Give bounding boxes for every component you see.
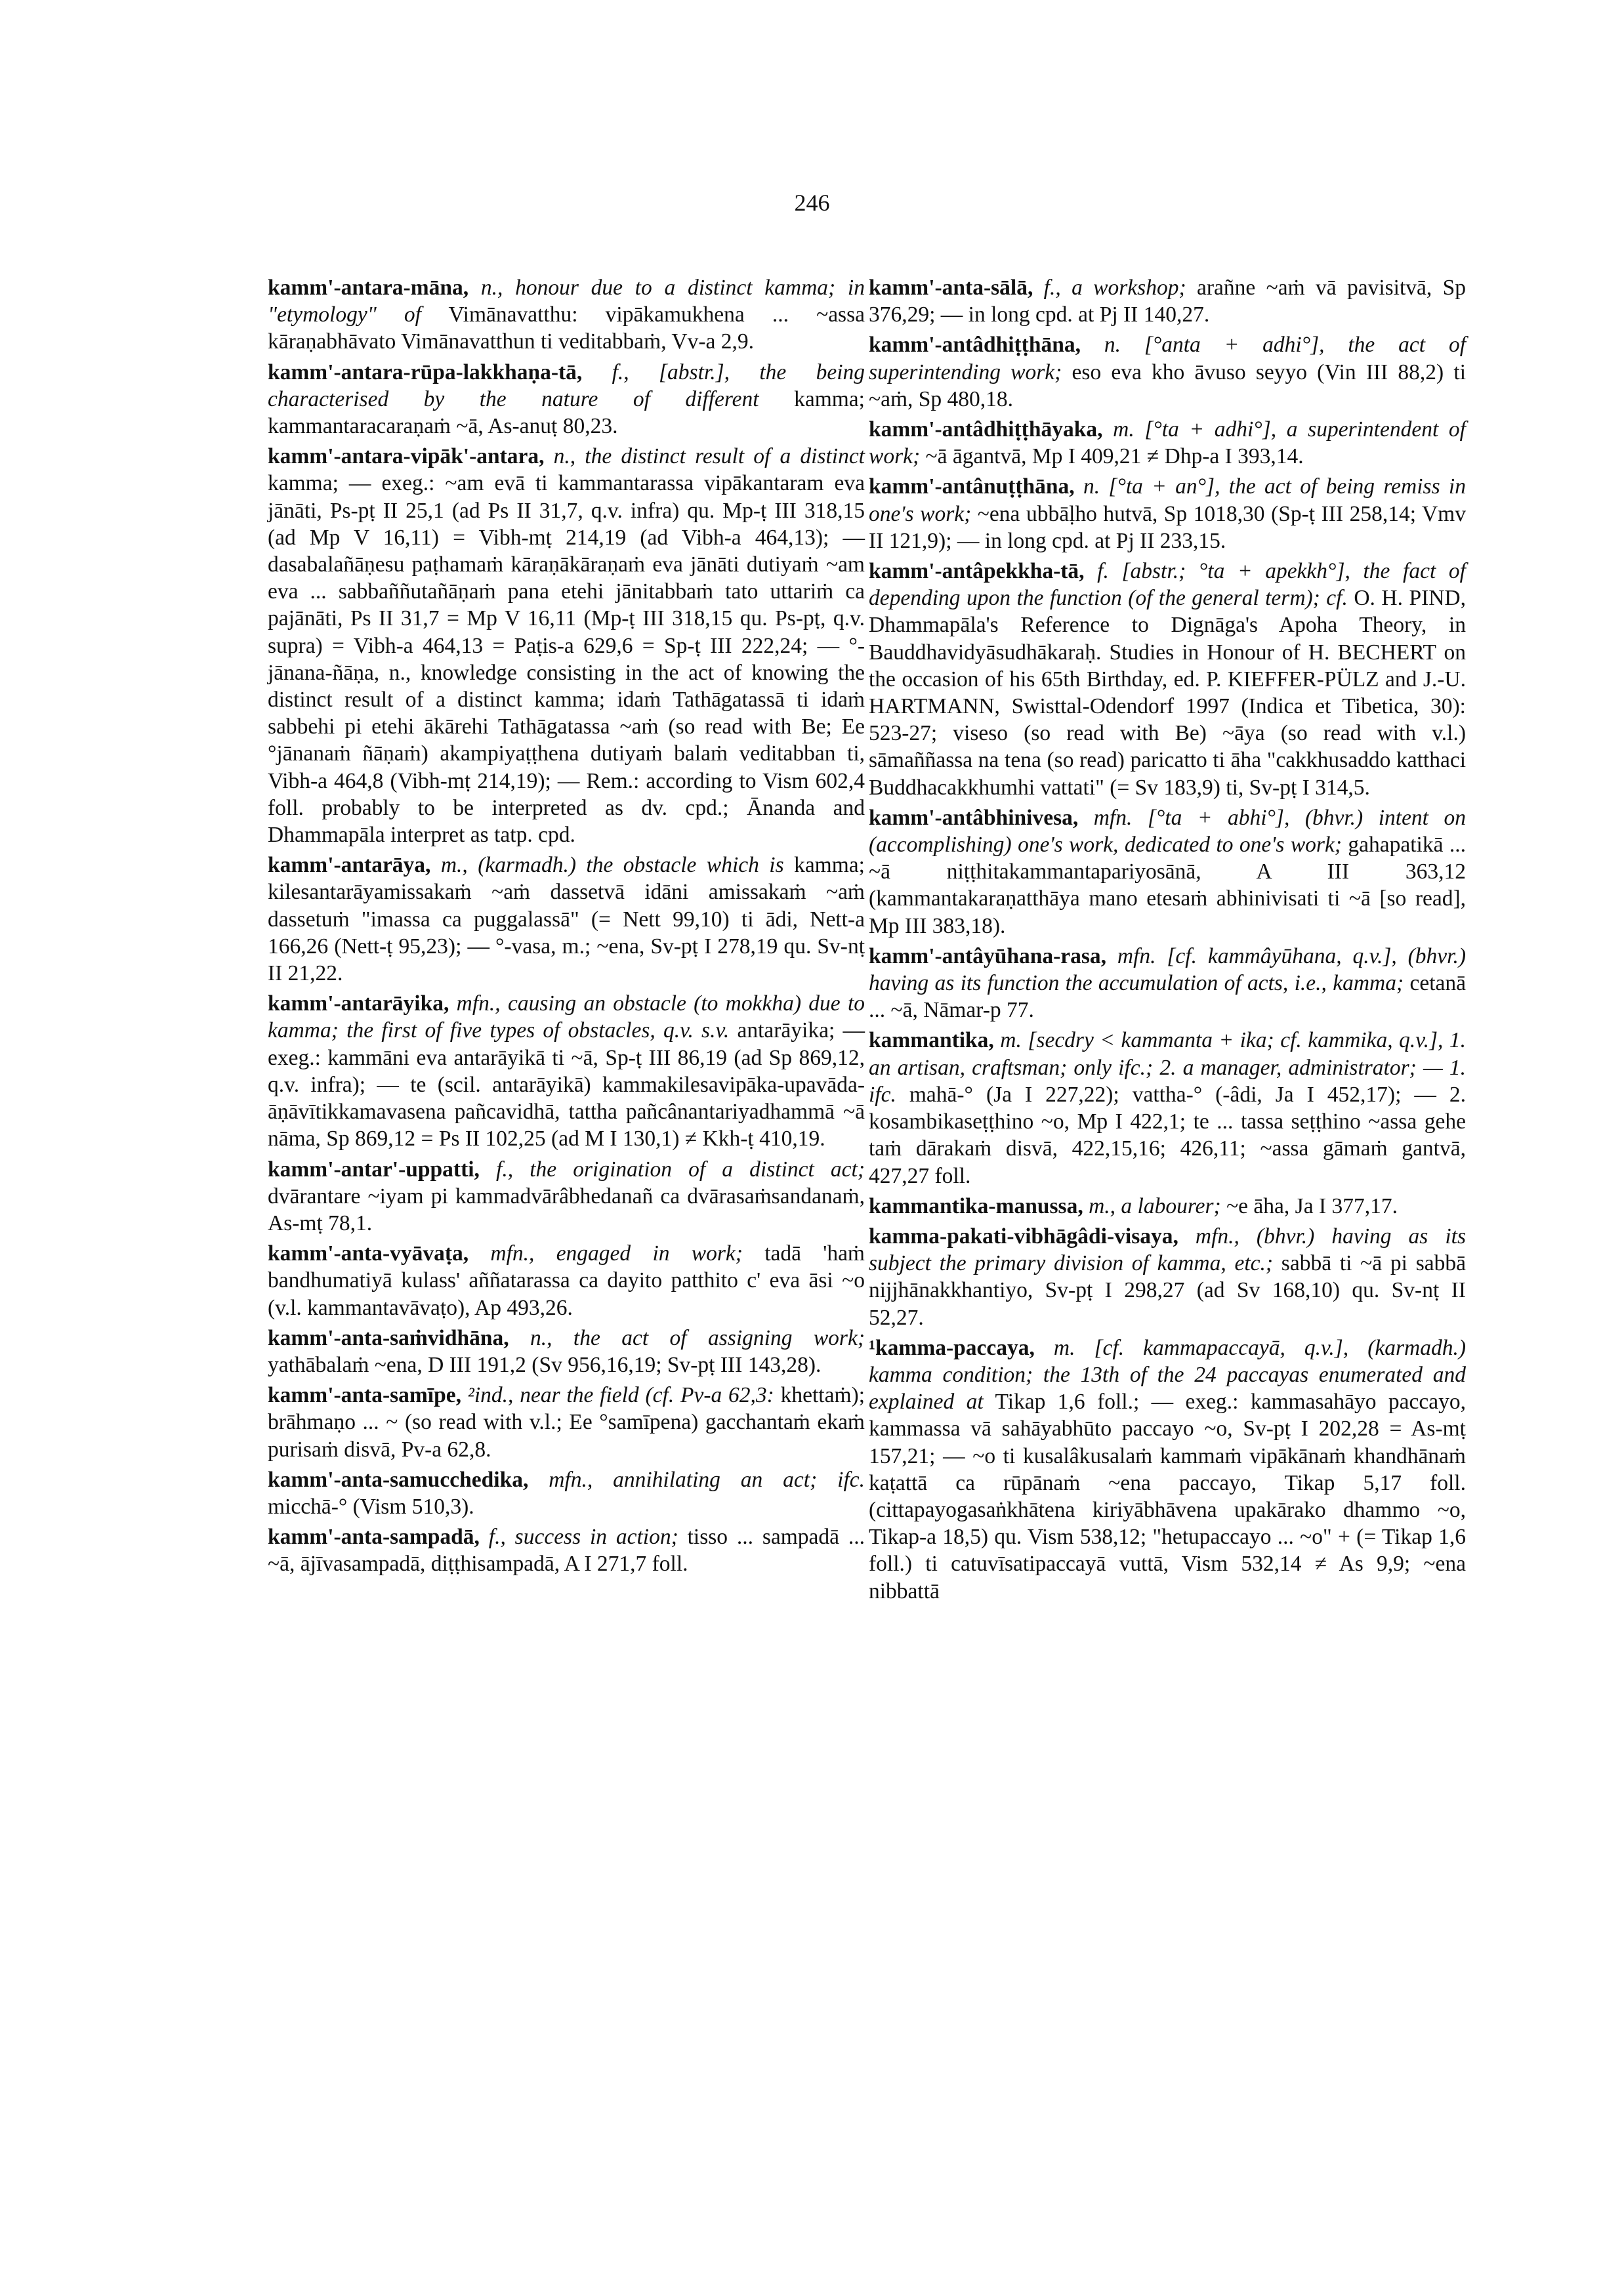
- definition: n., honour due to a distinct kamma; in "etymology" of: [268, 276, 865, 327]
- headword: kamm'-antâpekkha-tā,: [869, 559, 1085, 584]
- headword: kamm'-antâdhiṭṭhāyaka,: [869, 417, 1103, 442]
- dictionary-entry: [268, 274, 865, 356]
- definition: f., success in action;: [479, 1525, 678, 1550]
- entry-body: eso eva kho āvuso seyyo (Vin III 88,2) ti ~aṁ, Sp 480,18.: [869, 360, 1467, 411]
- dictionary-entry: [268, 1466, 865, 1520]
- headword: kamm'-antâbhinivesa,: [869, 805, 1079, 830]
- headword: kamm'-antânuṭṭhāna,: [869, 474, 1075, 499]
- definition: m., a labourer;: [1083, 1193, 1221, 1218]
- headword: kamm'-anta-sālā,: [869, 276, 1033, 300]
- entry-body: micchā-° (Vism 510,3).: [268, 1494, 474, 1519]
- headword: kamm'-antar'-uppatti,: [268, 1157, 480, 1182]
- entry-body: khettaṁ); brāhmaṇo ... ~ (so read with v.l.; Ee °samīpena) gacchantaṁ ekaṁ purisaṁ disvā, Pv-a 62,8.: [268, 1383, 865, 1462]
- dictionary-entry: [869, 274, 1466, 328]
- dictionary-entry: [268, 443, 865, 848]
- headword: kamm'-antara-māna,: [268, 276, 469, 300]
- headword: ¹kamma-paccaya,: [869, 1335, 1035, 1360]
- definition: mfn., (bhvr.) having as its subject the primary division of kamma, etc.;: [869, 1224, 1466, 1276]
- entry-body: tisso ... sampadā ... ~ā, ājīvasampadā, diṭṭhisampadā, A I 271,7 foll.: [268, 1525, 865, 1577]
- definition: mfn. [cf. kammâyūhana, q.v.], (bhvr.) having as its function the accumulation of acts, i.e., kamma;: [869, 943, 1466, 996]
- entry-body: gahapatikā ... ~ā niṭṭhitakammantapariyosānā, A III 363,12 (kammantakaraṇatthāya mano etesaṁ abhinivisati ti ~ā [so read], Mp III 383,18).: [869, 833, 1466, 938]
- dictionary-entry: [268, 1523, 865, 1577]
- entry-body: antarāyika; — exeg.: kammāni eva antarāyikā ti ~ā, Sp-ṭ III 86,19 (ad Sp 869,12, q.v. infra); — te (scil. antarāyikā) kammakilesavipāka-upavāda-āṇāvītikkamavasena pañcavidhā, tattha pañcânantariyadhammā ~ā nāma, Sp 869,12 = Ps II 102,25 (ad M I 130,1) ≠ Kkh-ṭ 410,19.: [268, 1018, 865, 1151]
- entry-body: cetanā ... ~ā, Nāmar-p 77.: [869, 971, 1466, 1023]
- entry-body: O. H. PIND, Dhammapāla's Reference to Dignāga's Apoha Theory, in Bauddhavidyāsudhākaraḥ. Studies in Honour of H. BECHERT on the occasion of his 65th Birthday, ed. P. KIEFFER-PÜLZ and J.-U. HARTMANN, Swisttal-Odendorf 1997 (Indica et Tibetica, 30): 523-27; viseso (so read with Be) ~āya (so read with v.l.) sāmaññassa na tena (so read) paricatto ti āha "cakkhusaddo katthaci Buddhacakkhumhi vattati" (= Sv 183,9) ti, Sv-pṭ I 314,5.: [869, 586, 1466, 800]
- dictionary-entry: [268, 1240, 865, 1321]
- entry-body: ~e āha, Ja I 377,17.: [1220, 1193, 1398, 1218]
- dictionary-entry: [268, 852, 865, 987]
- dictionary-entry: [869, 473, 1466, 554]
- entry-body: arañne ~aṁ vā pavisitvā, Sp 376,29; — in long cpd. at Pj II 140,27.: [869, 276, 1466, 327]
- dictionary-entry: [869, 331, 1466, 413]
- entry-body: mahā-° (Ja I 227,22); vattha-° (-âdi, Ja I 452,17); — 2. kosambikaseṭṭhino ~o, Mp I 422,1; te ... tassa seṭṭhino ~assa gehe taṁ dārakaṁ disvā, 422,15,16; 426,11; ~assa gāmaṁ gantvā, 427,27 foll.: [869, 1082, 1466, 1188]
- dictionary-entry: [869, 416, 1466, 470]
- definition: ²ind., near the field (cf. Pv-a 62,3:: [461, 1383, 774, 1408]
- headword: kamm'-antarāyika,: [268, 991, 449, 1016]
- dictionary-entry: [869, 1027, 1466, 1189]
- dictionary-entry: [869, 558, 1466, 801]
- headword: kamm'-anta-vyāvaṭa,: [268, 1241, 469, 1266]
- right-column: [869, 274, 1466, 1608]
- entry-body: dvārantare ~iyam pi kammadvārâbhedanañ ca dvārasaṁsandanaṁ, As-mṭ 78,1.: [268, 1184, 865, 1235]
- headword: kamm'-antara-rūpa-lakkhaṇa-tā,: [268, 360, 583, 384]
- dictionary-entry: [268, 1156, 865, 1237]
- headword: kamma-pakati-vibhāgâdi-visaya,: [869, 1224, 1178, 1249]
- definition: n., the act of assigning work;: [509, 1325, 865, 1350]
- headword: kammantika,: [869, 1028, 994, 1053]
- dictionary-entry: [268, 359, 865, 440]
- dictionary-entry: [869, 1193, 1466, 1220]
- dictionary-entry: [268, 1382, 865, 1463]
- headword: kamm'-antara-vipāk'-antara,: [268, 444, 545, 469]
- entry-body: sabbā ti ~ā pi sabbā nijjhānakkhantiyo, Sv-pṭ I 298,27 (ad Sv 168,10) qu. Sv-nṭ II 52,27.: [869, 1251, 1466, 1330]
- dictionary-entry: [869, 1223, 1466, 1331]
- headword: kamm'-antarāya,: [268, 853, 431, 878]
- definition: f., a workshop;: [1033, 276, 1186, 300]
- headword: kamm'-anta-sampadā,: [268, 1525, 480, 1550]
- entry-body: yathābalaṁ ~ena, D III 191,2 (Sv 956,16,19; Sv-pṭ III 143,28).: [268, 1352, 822, 1377]
- dictionary-entry: [869, 1334, 1466, 1605]
- definition: m. [secdry < kammanta + ika; cf. kammika, q.v.], 1. an artisan, craftsman; only ifc.; 2. a manager, administrator; — 1. ifc.: [869, 1028, 1466, 1107]
- definition: n. [°ta + an°], the act of being remiss in one's work;: [869, 474, 1466, 526]
- entry-body: ~ena ubbāḷho hutvā, Sp 1018,30 (Sp-ṭ III 258,14; Vmv II 121,9); — in long cpd. at Pj II 233,15.: [869, 501, 1466, 553]
- headword: kamm'-anta-saṁvidhāna,: [268, 1325, 509, 1350]
- headword: kamm'-antâyūhana-rasa,: [869, 943, 1107, 968]
- definition: mfn. [°ta + abhi°], (bhvr.) intent on (accomplishing) one's work, dedicated to one's work;: [869, 805, 1466, 858]
- entry-body: Tikap 1,6 foll.; — exeg.: kammasahāyo paccayo, kammassa vā sahāyabhūto paccayo ~o, Sv-pṭ I 202,28 = As-mṭ 157,21; — ~o ti kusalâkusalaṁ kammaṁ vipākānaṁ khandhānaṁ kaṭattā ca rūpānaṁ ~ena paccayo, Tikap 5,17 foll. (cittapayogasaṅkhātena kiriyābhāvena upakārako dhammo ~o, Tikap-a 18,5) qu. Vism 538,12; "hetupaccayo ... ~o" + (= Tikap 1,6 foll.) ti catuvīsatipaccayā vuttā, Vism 532,14 ≠ As 9,9; ~ena nibbattā: [869, 1390, 1466, 1603]
- dictionary-entry: [869, 804, 1466, 940]
- definition: m. [cf. kammapaccayā, q.v.], (karmadh.) kamma condition; the 13th of the 24 paccayas enumerated and explained at: [869, 1335, 1466, 1415]
- definition: f., [abstr.], the being characterised by the nature of different: [268, 360, 865, 411]
- definition: m. [°ta + adhi°], a superintendent of work;: [869, 417, 1466, 469]
- definition: mfn., annihilating an act; ifc.: [528, 1467, 865, 1492]
- entry-body: Vimānavatthu: vipākamukhena ... ~assa kāraṇabhāvato Vimānavatthun ti veditabbaṁ, Vv-a 2,9.: [268, 302, 865, 354]
- headword: kamm'-anta-samīpe,: [268, 1383, 461, 1408]
- definition: mfn., causing an obstacle (to mokkha) due to kamma; the first of five types of obstacles, q.v. s.v.: [268, 991, 865, 1043]
- definition: m., (karmadh.) the obstacle which is: [430, 853, 784, 878]
- definition: n. [°anta + adhi°], the act of superintending work;: [869, 333, 1466, 384]
- entry-body: ~ā āgantvā, Mp I 409,21 ≠ Dhp-a I 393,14.: [920, 444, 1304, 469]
- left-column: [268, 274, 865, 1581]
- dictionary-entry: [268, 990, 865, 1152]
- headword: kammantika-manussa,: [869, 1193, 1083, 1218]
- definition: f. [abstr.; °ta + apekkh°], the fact of depending upon the function (of the general term); cf.: [869, 559, 1466, 611]
- definition: mfn., engaged in work;: [468, 1241, 743, 1266]
- definition: n., the distinct result of a distinct: [544, 444, 865, 469]
- dictionary-entry: [268, 1325, 865, 1378]
- entry-body: kamma; kammantaracaraṇaṁ ~ā, As-anuṭ 80,23.: [268, 386, 865, 439]
- entry-body: tadā 'haṁ bandhumatiyā kulass' aññatarassa ca dayito patthito c' eva āsi ~o (v.l. kammantavāvaṭo), Ap 493,26.: [268, 1241, 865, 1320]
- page-number: 246: [794, 190, 830, 216]
- headword: kamm'-anta-samucchedika,: [268, 1467, 529, 1492]
- definition: f., the origination of a distinct act;: [479, 1157, 865, 1182]
- entry-body: kamma; kilesantarāyamissakaṁ ~aṁ dassetvā idāni amissakaṁ ~aṁ dassetuṁ "imassa ca puggalassā" (= Nett 99,10) ti ādi, Nett-a 166,26 (Nett-ṭ 95,23); — °-vasa, m.; ~ena, Sv-pṭ I 278,19 qu. Sv-nṭ II 21,22.: [268, 853, 865, 986]
- entry-body: kamma; — exeg.: ~am evā ti kammantarassa vipākantaram eva jānāti, Ps-pṭ II 25,1 (ad Ps II 31,7, q.v. infra) qu. Mp-ṭ III 318,15 (ad Mp V 16,11) = Vibh-mṭ 214,19 (ad Vibh-a 464,13); — dasabalañāṇesu paṭhamaṁ kāraṇākāraṇaṁ eva jānāti dutiyaṁ ~am eva ... sabbaññutañāṇaṁ pana etehi jānitabbaṁ tato uttariṁ ca pajānāti, Ps II 31,7 = Mp V 16,11 (Mp-ṭ III 318,15 qu. Ps-pṭ, q.v. supra) = Vibh-a 464,13 = Paṭis-a 629,6 = Sp-ṭ III 222,24; — °-jānana-ñāṇa, n., knowledge consisting in the act of knowing the distinct result of a distinct kamma; idaṁ Tathāgatassā ti idaṁ sabbehi pi etehi ākārehi Tathāgatassa ~aṁ (so read with Be; Ee °jānanaṁ ñāṇaṁ) akampiyaṭṭhena dutiyaṁ balaṁ veditabban ti, Vibh-a 464,8 (Vibh-mṭ 214,19); — Rem.: according to Vism 602,4 foll. probably to be interpreted as dv. cpd.; Ānanda and Dhammapāla interpret as tatp. cpd.: [268, 471, 865, 848]
- dictionary-entry: [869, 943, 1466, 1024]
- headword: kamm'-antâdhiṭṭhāna,: [869, 333, 1081, 358]
